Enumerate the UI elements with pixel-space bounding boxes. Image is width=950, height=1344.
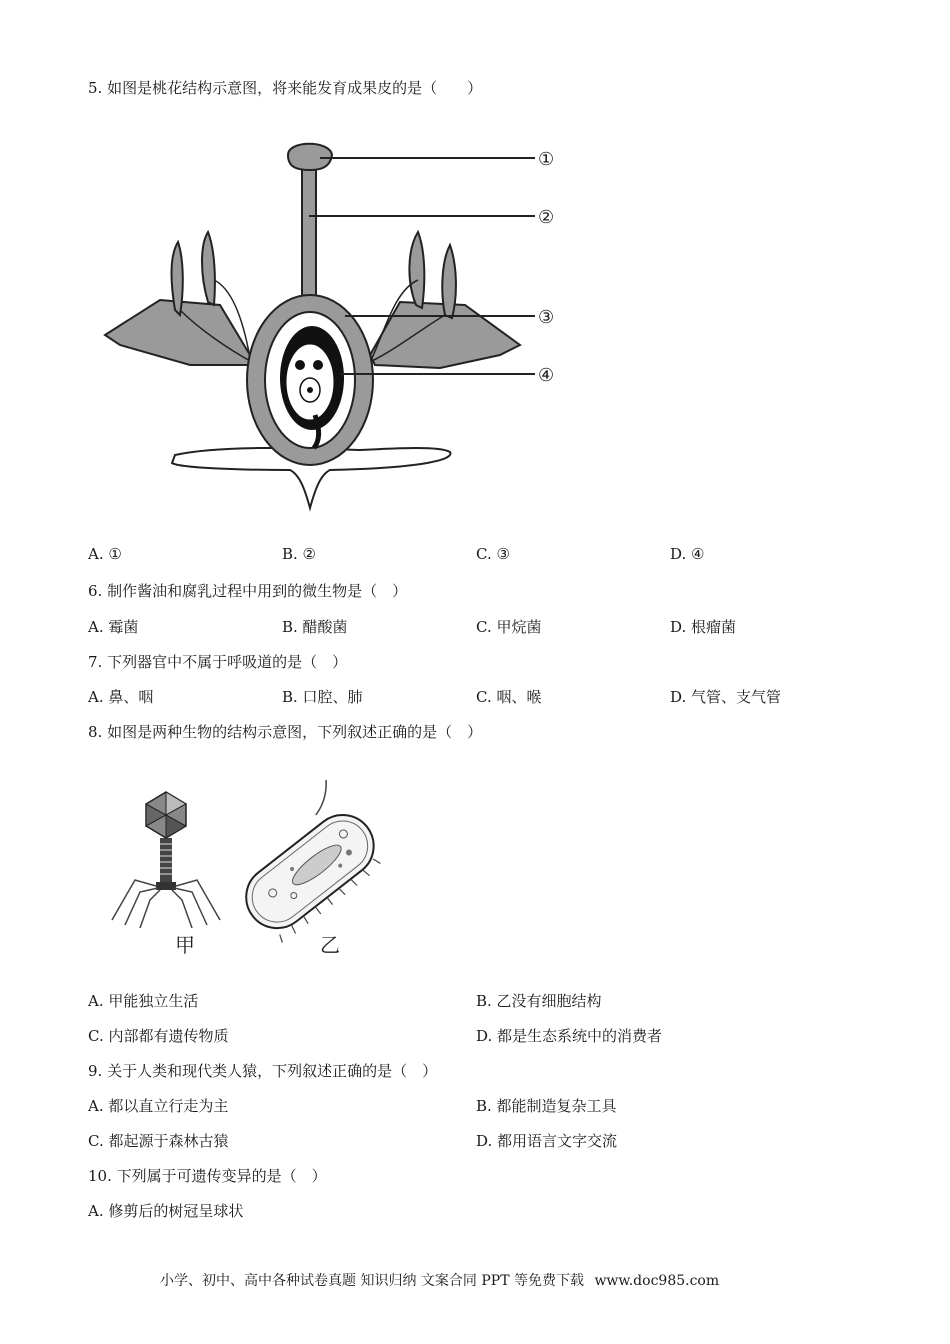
q6-option-d[interactable]: D. 根瘤菌	[670, 618, 737, 636]
q8-option-d[interactable]: D. 都是生态系统中的消费者	[476, 1027, 663, 1045]
peach-flower-diagram	[100, 130, 580, 515]
q7-option-b[interactable]: B. 口腔、肺	[282, 688, 363, 706]
q9-option-b[interactable]: B. 都能制造复杂工具	[476, 1097, 617, 1115]
footer-text: 小学、初中、高中各种试卷真题 知识归纳 文案合同 PPT 等免费下载	[160, 1273, 584, 1289]
q6-option-c[interactable]: C. 甲烷菌	[476, 618, 542, 636]
bacterium-figure	[198, 780, 394, 948]
footer-url[interactable]: www.doc985.com	[594, 1273, 720, 1289]
q6-option-b[interactable]: B. 醋酸菌	[282, 618, 348, 636]
q7-option-a[interactable]: A. 鼻、咽	[88, 688, 154, 706]
q8-option-c[interactable]: C. 内部都有遗传物质	[88, 1027, 229, 1045]
q9-stem: 9. 关于人类和现代类人猿，下列叙述正确的是（ ）	[88, 1062, 438, 1080]
q7-option-c[interactable]: C. 咽、喉	[476, 688, 542, 706]
organisms-diagram	[100, 780, 400, 965]
q5-option-d[interactable]: D. ④	[670, 545, 705, 563]
bacteriophage-figure	[112, 792, 220, 928]
label-1: ①	[538, 149, 555, 170]
q9-option-c[interactable]: C. 都起源于森林古猿	[88, 1132, 229, 1150]
q9-option-d[interactable]: D. 都用语言文字交流	[476, 1132, 618, 1150]
q8-option-b[interactable]: B. 乙没有细胞结构	[476, 992, 602, 1010]
q7-stem: 7. 下列器官中不属于呼吸道的是（ ）	[88, 653, 348, 671]
q10-option-a[interactable]: A. 修剪后的树冠呈球状	[88, 1202, 244, 1220]
q9-option-a[interactable]: A. 都以直立行走为主	[88, 1097, 229, 1115]
q6-stem: 6. 制作酱油和腐乳过程中用到的微生物是（ ）	[88, 582, 408, 600]
q10-stem: 10. 下列属于可遗传变异的是（ ）	[88, 1167, 327, 1185]
q7-option-d[interactable]: D. 气管、支气管	[670, 688, 782, 706]
page-footer	[160, 1270, 725, 1290]
q8-option-a[interactable]: A. 甲能独立生活	[88, 992, 199, 1010]
label-2: ②	[538, 207, 555, 228]
q5-option-a[interactable]: A. ①	[88, 545, 122, 563]
label-4: ④	[538, 365, 555, 386]
q5-stem: 5. 如图是桃花结构示意图，将来能发育成果皮的是（ ）	[88, 79, 483, 97]
label-3: ③	[538, 307, 555, 328]
q8-stem: 8. 如图是两种生物的结构示意图，下列叙述正确的是（ ）	[88, 723, 483, 741]
q5-option-b[interactable]: B. ②	[282, 545, 317, 563]
label-jia: 甲	[175, 933, 195, 957]
q6-option-a[interactable]: A. 霉菌	[88, 618, 139, 636]
label-yi: 乙	[320, 933, 340, 957]
q5-option-c[interactable]: C. ③	[476, 545, 510, 563]
